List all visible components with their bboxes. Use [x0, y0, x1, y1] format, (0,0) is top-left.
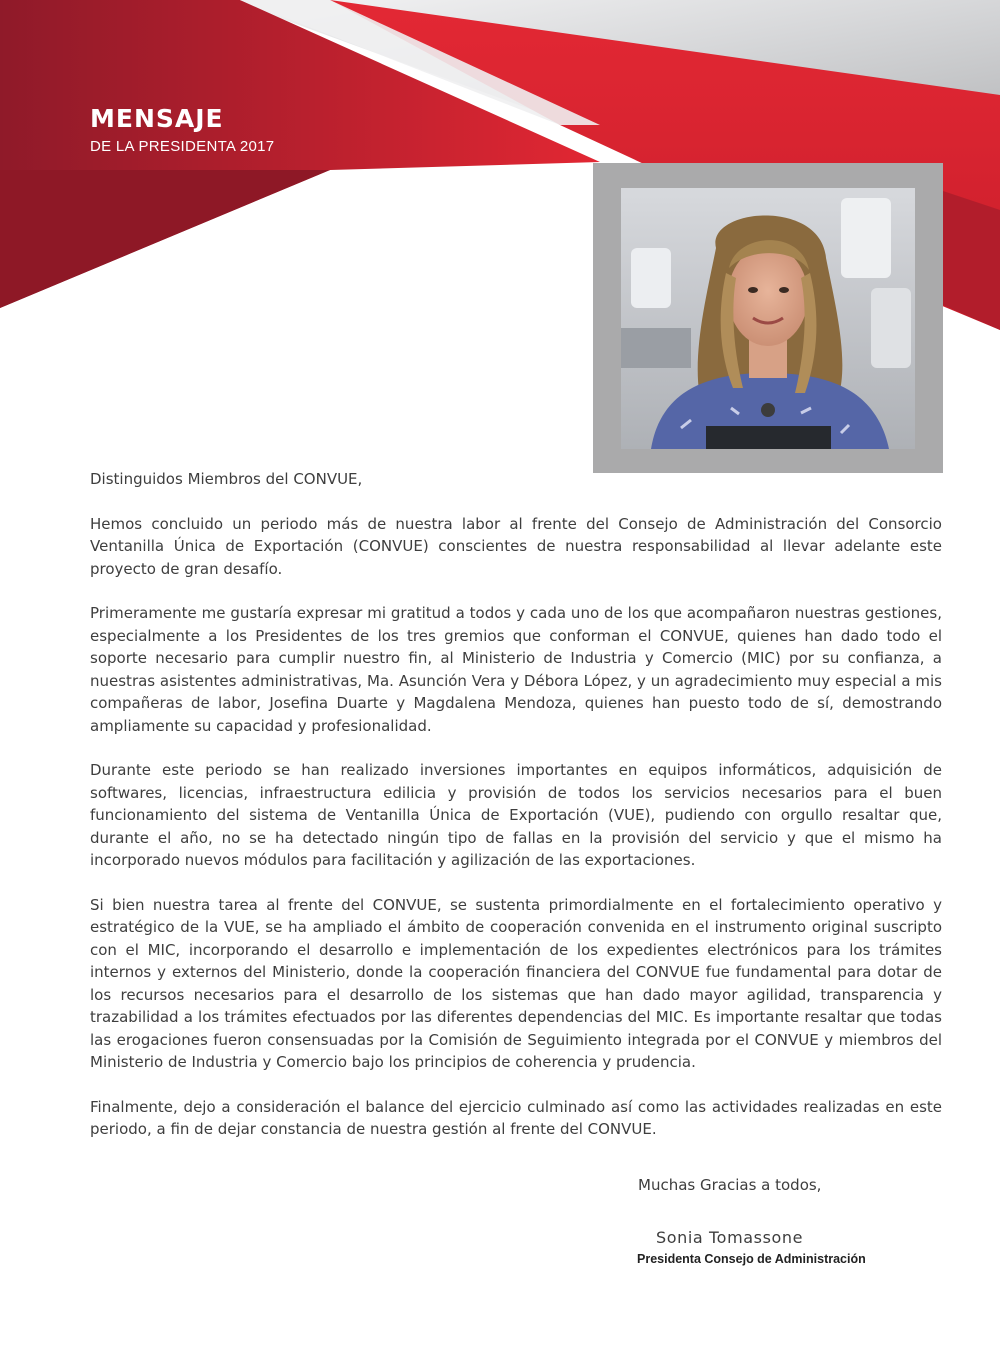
red-fold [940, 190, 1000, 330]
page-title: MENSAJE [90, 104, 224, 133]
photo-frame [593, 163, 943, 473]
section-heading [90, 105, 274, 155]
letter-paragraph: Finalmente, dejo a consideración el balance del ejercicio culminado así como las actividades realizadas en este periodo, a fin de dejar constancia de nuestra gestión al frente del CONVUE. [90, 1097, 942, 1138]
letter-paragraph: Primeramente me gustaría expresar mi gratitud a todos y cada uno de los que acompañaron nuestras gestiones, especialmente a los Presidentes de los tres gremios que conforman el CONVUE, quienes han dado todo el soporte necesario para cumplir nuestro fin, al Ministerio de Industria y Comercio (MIC) por su confianza, a nuestras asistentes administrativas, Ma. Asunción Vera y Débora López, y un agradecimiento muy especial a mis compañeras de labor, Josefina Duarte y Magdalena Mendoza, quienes han puesto todo de sí, demostrando ampliamente su capacidad y profesionalidad. [90, 604, 942, 735]
letter-paragraph: Si bien nuestra tarea al frente del CONVUE, se sustenta primordialmente en el fortalecimiento operativo y estratégico de la VUE, se ha ampliado el ámbito de cooperación convenida en el instrumento original suscripto con el MIC, incorporando el desarrollo e implementación de los expedientes electrónicos para los trámites internos y externos del Ministerio, donde la cooperación financiera del CONVUE fue fundamental para dotar de los recursos necesarios para el desarrollo de los sistemas que han dado mayor agilidad, transparencia y trazabilidad a los trámites efectuados por las diferentes dependencias del MIC. Es importante resaltar que todas las erogaciones fueron consensuadas por la Comisión de Seguimiento integrada por el CONVUE y miembros del Ministerio de Industria y Comercio bajo los principios de coherencia y prudencia. [90, 895, 942, 1071]
portrait-photo [621, 188, 915, 449]
signature-name: Sonia Tomassone [656, 1228, 804, 1247]
letter-body [90, 468, 942, 1163]
red-wedge [0, 170, 330, 308]
letter-paragraph: Durante este periodo se han realizado inversiones importantes en equipos informáticos, adquisición de softwares, licencias, infraestructura edilicia y provisión de todos los servicios necesarios para el buen funcionamiento del sistema de Ventanilla Única de Exportación (VUE), pudiendo con orgullo resaltar que, durante el año, no se ha detectado ningún tipo de fallas en la provisión del servicio y que el mismo ha incorporado nuevos módulos para facilitación y agilización de las exportaciones. [90, 761, 942, 869]
letter-paragraph: Hemos concluido un periodo más de nuestra labor al frente del Consejo de Administración del Consorcio Ventanilla Única de Exportación (CONVUE) conscientes de nuestra responsabilidad al llevar adelante este proyecto de gran desafío. [90, 514, 942, 578]
letter-greeting: Distinguidos Miembros del CONVUE, [90, 470, 363, 488]
signature-title: Presidenta Consejo de Administración [637, 1252, 866, 1266]
page-subtitle: DE LA PRESIDENTA 2017 [90, 138, 275, 155]
portrait-image [621, 188, 915, 449]
letter-closing: Muchas Gracias a todos, [638, 1176, 822, 1194]
